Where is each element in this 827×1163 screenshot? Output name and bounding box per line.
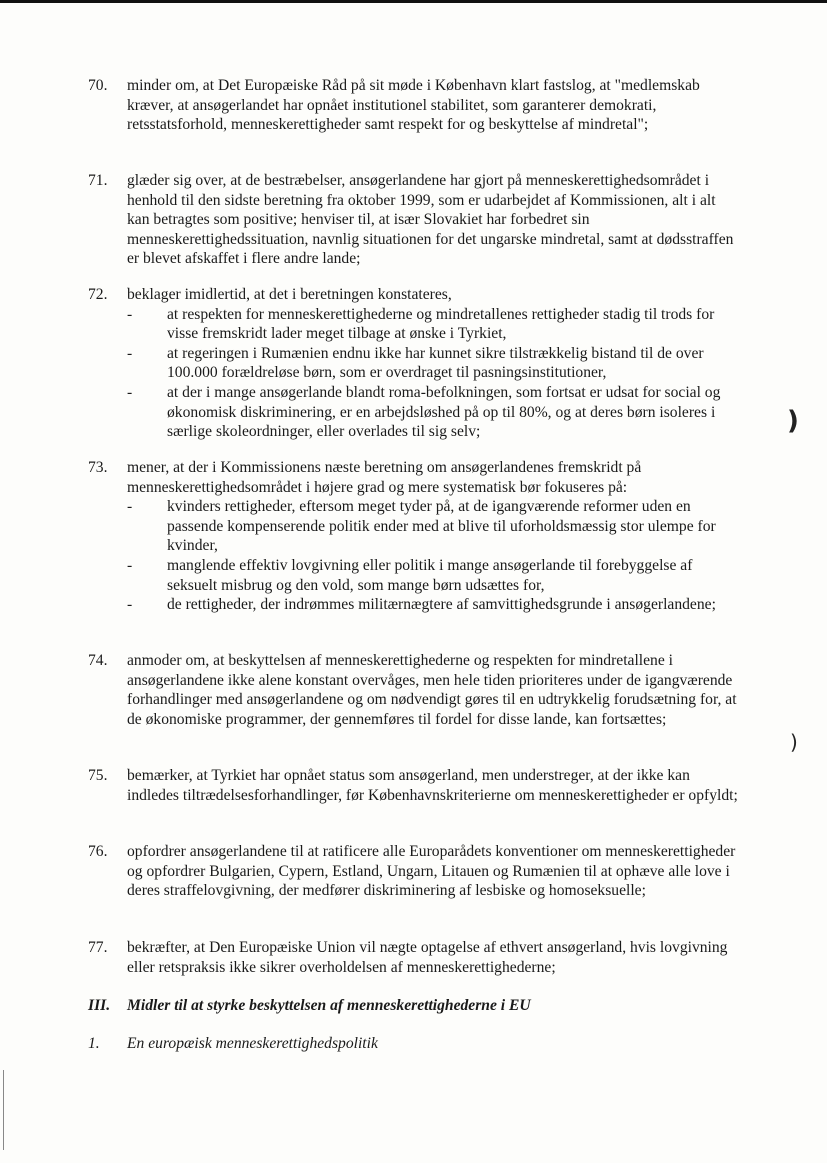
bullet-dash: - [127,498,133,516]
paragraph-number: 75. [88,767,108,784]
paragraph-number: 72. [88,286,108,303]
paragraph-73 [88,458,738,615]
section-heading [88,996,531,1016]
paragraph-number: 70. [88,77,108,94]
section-number: III. [88,997,111,1014]
bullet-text: at regeringen i Rumænien endnu ikke har kunnet sikre tilstrækkelig bistand til de over 100.000 forældreløse børn, som er overdraget til pasningsinstitutioner, [167,344,704,382]
paragraph-70 [88,76,738,135]
left-scan-line [3,1070,4,1150]
bullet-item [127,556,738,595]
paragraph-number: 74. [88,652,108,669]
paragraph-text: bemærker, at Tyrkiet har opnået status som ansøgerland, men understreger, at der ikke kan indledes tiltrædelsesforhandlinger, før Københavnskriterierne om menneskerettigheder er opfyldt; [127,767,738,804]
bullet-dash: - [127,596,133,614]
bullet-dash: - [127,344,133,362]
paragraph-number: 73. [88,459,108,476]
bullet-dash: - [127,556,133,574]
paragraph-76 [88,842,738,901]
paragraph-74 [88,651,738,729]
bullet-dash: - [127,383,133,401]
paragraph-text: minder om, at Det Europæiske Råd på sit møde i København klart fastslog, at "medlemskab kræver, at ansøgerlandet har opnået institutionel stabilitet, som garanterer demokrati, retsstatsforhold, menneskerettigheder samt respekt for og beskyttelse af mindretal"; [127,77,700,134]
subsection-heading [88,1034,378,1054]
bullet-text: de rettigheder, der indrømmes militærnægtere af samvittighedsgrunde i ansøgerlandene; [167,596,716,614]
bullet-item [127,497,738,556]
bullet-item [127,305,738,344]
paragraph-number: 77. [88,939,108,956]
bullet-text: at der i mange ansøgerlande blandt roma-befolkningen, som fortsat er udsat for social og økonomisk diskriminering, er en arbejdsløshed på op til 80%, og at deres børn isoleres i særlige skoleordninger, eller overlades til sig selv; [167,383,721,441]
section-title: Midler til at styrke beskyttelsen af menneskerettighederne i EU [127,997,531,1014]
paragraph-71 [88,171,738,269]
paragraph-number: 76. [88,843,108,860]
bullet-item [127,344,738,383]
subsection-number: 1. [88,1035,100,1052]
top-border-line [0,0,827,3]
paragraph-text: beklager imidlertid, at det i beretningen konstateres, [127,286,452,303]
bullet-item [127,595,738,615]
bullet-text: manglende effektiv lovgivning eller politik i mange ansøgerlande til forebyggelse af seksuelt misbrug og den vold, som mange børn udsættes for, [167,556,693,594]
paragraph-75 [88,766,738,805]
bullet-text: at respekten for menneskerettighederne og mindretallenes rettigheder stadig til trods for visse fremskridt lader meget tilbage at ønske i Tyrkiet, [167,305,715,343]
paragraph-text: anmoder om, at beskyttelsen af menneskerettighederne og respekten for mindretallene i ansøgerlandene ikke alene konstant overvåges, men hele tiden prioriteres under de igangværende forhandlinger med ansøgerlandene og om nødvendigt gøres til en udtrykkelig forudsætning for, at de økonomiske programmer, der gennemføres til fordel for disse lande, kan fortsættes; [127,652,737,728]
bullet-item [127,383,738,442]
paragraph-text: glæder sig over, at de bestræbelser, ansøgerlandene har gjort på menneskerettighedsområdet i henhold til den sidste beretning fra oktober 1999, som er udarbejdet af Kommissionen, alt i alt kan betragtes som positive; henviser til, at især Slovakiet har forbedret sin menneskerettighedssituation, navnlig situationen for det ungarske mindretal, samt at dødsstraffen er blevet afskaffet i flere andre lande; [127,172,734,268]
margin-bracket-mark: ) [790,730,798,754]
paragraph-text: opfordrer ansøgerlandene til at ratificere alle Europarådets konventioner om menneskerettigheder og opfordrer Bulgarien, Cypern, Estland, Ungarn, Litauen og Rumænien til at ophæve alle love i deres straffelovgivning, der medfører diskriminering af lesbiske og homoseksuelle; [127,843,736,900]
paragraph-72 [88,285,738,442]
paragraph-text: mener, at der i Kommissionens næste beretning om ansøgerlandenes fremskridt på menneskerettighedsområdet i højere grad og mere systematisk bør fokuseres på: [127,459,642,496]
bullet-dash: - [127,305,133,323]
paragraph-number: 71. [88,172,108,189]
bullet-text: kvinders rettigheder, eftersom meget tyder på, at de igangværende reformer uden en passende kompenserende politik ender med at blive til uforholdsmæssig stor ulempe for kvinder, [167,498,716,555]
subsection-title: En europæisk menneskerettighedspolitik [127,1035,378,1052]
paragraph-text: bekræfter, at Den Europæiske Union vil nægte optagelse af ethvert ansøgerland, hvis lovgivning eller retspraksis ikke sikrer overholdelsen af menneskerettighederne; [127,939,728,976]
paragraph-77 [88,938,738,977]
margin-bracket-mark: ) [787,406,799,436]
